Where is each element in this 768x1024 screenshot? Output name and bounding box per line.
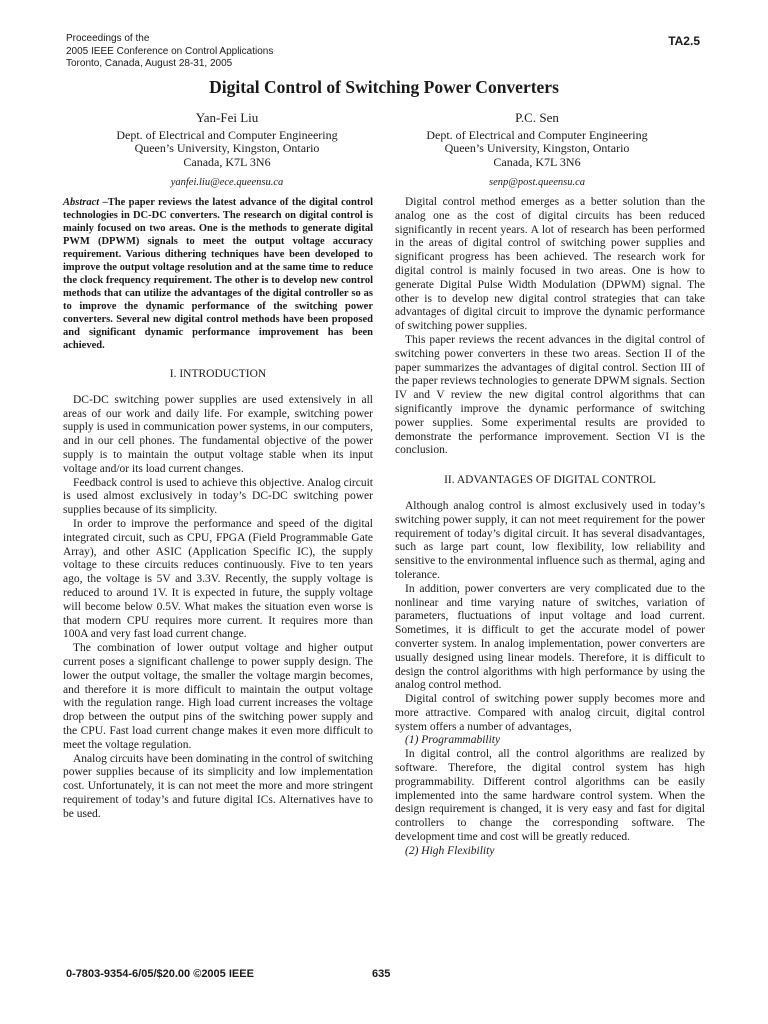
paragraph: DC-DC switching power supplies are used extensively in all areas of our work and daily life. For example, switching power supply is used in communication power systems, in our computers, and in our cell phones. The fundamental objective of the power supply is to maintain the output voltage stable when its input voltage and/or its load current changes.: [63, 393, 373, 475]
left-column: [63, 196, 373, 822]
paragraph: In order to improve the performance and speed of the digital integrated circuit, such as CPU, FPGA (Field Programmable Gate Array), and other ASIC (Application Specific IC), the supply voltage to these circuits reduces continuously. Five to ten years ago, the voltage is 5V and 3.3V. Recently, the supply voltage is reduced to around 1V. It is expected in future, the supply voltage will become below 0.5V. What makes the situation even worse is that modern CPU requires more current. It requires more than 100A and very fast load current change.: [63, 517, 373, 641]
proceedings-header: [66, 33, 273, 71]
subsection-heading-flexibility: (2) High Flexibility: [405, 844, 495, 857]
right-column: [395, 196, 705, 859]
author-dept: Dept. of Electrical and Computer Engineering: [426, 127, 648, 142]
section-heading-introduction: I. INTRODUCTION: [169, 368, 267, 380]
abstract-text: –The paper reviews the latest advance of the digital control technologies in DC-DC converters. The research on digital control is mainly focused on two areas. One is the methods to generate digital PWM (DPWM) signals to meet the output voltage accuracy requirement. Various dithering techniques have been developed to improve the output voltage resolution and at the same time to reduce the clock frequency requirement. The other is to develop new control methods that can utilize the advantages of the digital controller so as to improve the dynamic performance of the switching power converters. Several new digital control methods have been proposed and significant dynamic performance improvement has been achieved.: [63, 197, 373, 351]
session-code: TA2.5: [668, 34, 700, 48]
copyright-footer: 0-7803-9354-6/05/$20.00 ©2005 IEEE: [66, 968, 254, 980]
author-dept: Dept. of Electrical and Computer Engineering: [116, 127, 338, 142]
paper-title: Digital Control of Switching Power Converters: [209, 77, 559, 97]
paragraph: Digital control method emerges as a better solution than the analog one as the cost of digital circuits has been reduced significantly in recent years. A lot of research has been performed in the areas of digital control of switching power supplies and significant progress has been achieved. The research work for digital control is mainly focused in two areas. One is how to generate Digital Pulse Width Modulation (DPWM) signal. The other is to develop new digital control strategies that can take advantages of digital circuit to improve the dynamic performance of switching power supplies.: [395, 196, 705, 333]
subsection-heading-programmability: (1) Programmability: [405, 734, 501, 747]
page-number: 635: [372, 968, 391, 980]
author-name: Yan-Fei Liu: [195, 110, 259, 125]
paragraph: This paper reviews the recent advances in the digital control of switching power converters in these two areas. Section II of the paper summarizes the advantages of digital control. Section III of the paper reviews technologies to generate DPWM signals. Section IV and V review the new digital control algorithms that can significantly improve the dynamic performance of switching power supplies. Some experimental results are provided to demonstrate the performance improvement. Section VI is the conclusion.: [395, 333, 705, 457]
proceedings-line: 2005 IEEE Conference on Control Applications: [66, 45, 274, 57]
paragraph: In digital control, all the control algorithms are realized by software. Therefore, the digital control system has high programmability. Different control algorithms can be easily implemented into the same hardware control system. When the design requirement is changed, it is very easy and fast for digital controllers to change the corresponding software. The development time and cost will be greatly reduced.: [395, 748, 705, 844]
author-email[interactable]: senp@post.queensu.ca: [489, 177, 585, 188]
paragraph: Analog circuits have been dominating in the control of switching power supplies because of its simplicity and low implementation cost. Unfortunately, it is can not meet the more and more stringent requirement of today’s and future digital ICs. Alternatives have to be used.: [63, 752, 373, 820]
section-heading-advantages: II. ADVANTAGES OF DIGITAL CONTROL: [444, 474, 656, 487]
author-block: [387, 111, 687, 190]
author-location: Canada, K7L 3N6: [183, 154, 271, 169]
author-name: P.C. Sen: [515, 110, 559, 125]
proceedings-line: Toronto, Canada, August 28-31, 2005: [66, 58, 233, 69]
author-block: [77, 111, 377, 190]
paragraph: Feedback control is used to achieve this objective. Analog circuit is used almost exclusively in today’s DC-DC switching power supplies because of its simplicity.: [63, 476, 373, 517]
paragraph: Digital control of switching power supply becomes more and more attractive. Compared with analog circuit, digital control system offers a number of advantages,: [395, 693, 705, 733]
author-email[interactable]: yanfei.liu@ece.queensu.ca: [170, 177, 284, 188]
abstract: [63, 196, 373, 352]
paragraph: Although analog control is almost exclusively used in today’s switching power supply, it can not meet requirement for the power requirement of today’s digital circuit. It has several disadvantages, such as large part count, low flexibility, low reliability and sensitive to the environmental influence such as thermal, aging and tolerance.: [395, 499, 705, 581]
paragraph: In addition, power converters are very complicated due to the nonlinear and time varying nature of switches, variation of parameters, fluctuations of input voltage and load current. Sometimes, it is difficult to get the accurate model of power converter system. In analog implementation, power converters are usually designed using linear models. Therefore, it is difficult to design the control algorithms with high performance by using the analog control method.: [395, 582, 705, 692]
paragraph: The combination of lower output voltage and higher output current poses a significant challenge to power supply design. The lower the output voltage, the smaller the voltage margin becomes, and therefore it is more difficult to maintain the output voltage with the regulation range. High load current increases the voltage drop between the output pins of the switching power supply and the CPU. Fast load current change makes it even more difficult to meet the voltage regulation.: [63, 642, 373, 751]
proceedings-line: Proceedings of the: [66, 33, 150, 44]
abstract-label: Abstract: [63, 197, 100, 208]
author-location: Canada, K7L 3N6: [493, 154, 581, 169]
author-university: Queen’s University, Kingston, Ontario: [444, 141, 630, 155]
author-university: Queen’s University, Kingston, Ontario: [134, 141, 320, 155]
